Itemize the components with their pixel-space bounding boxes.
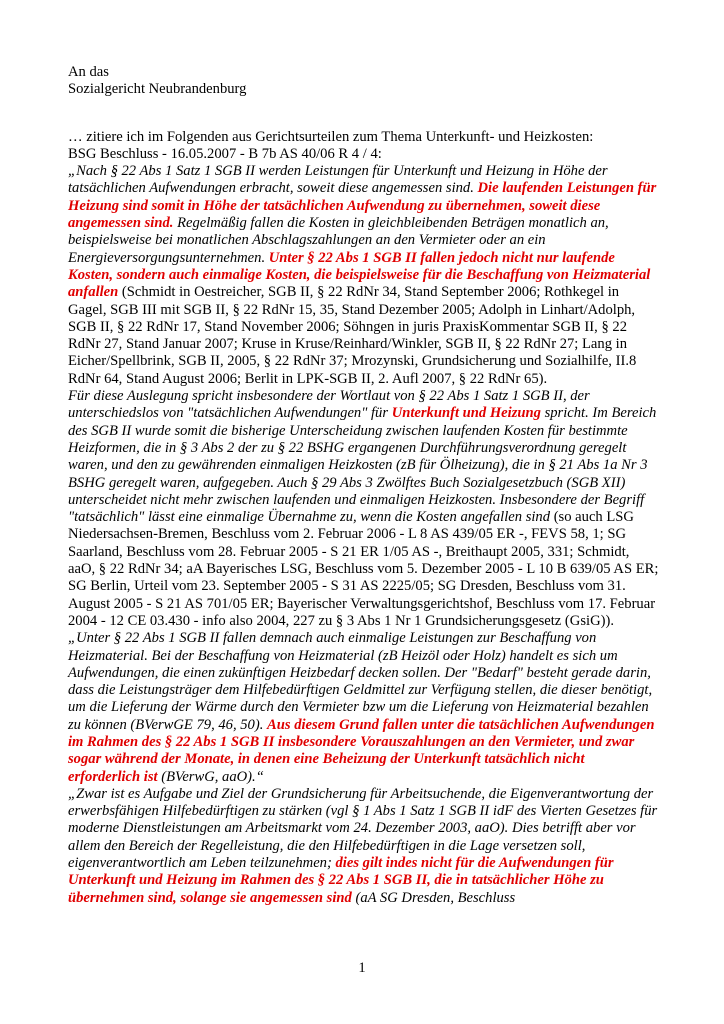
text-run-italic: „Unter § 22 Abs 1 SGB II fallen demnach auch einmalige Leistungen zur Beschaffung von Heizmaterial. Bei der Beschaffung von Heizmaterial (zB Heizöl oder Holz) handelt es sich um Aufwendungen, die einen zukünftigen Heizbedarf decken sollen. Der "Bedarf" besteht gerade darin, dass die Leistungsträger dem Hilfebedürftigen Geldmittel zur Verfügung stellen, die dieser benötigt, um die Lieferung der Wärme durch den Vermieter bzw um die Lieferung von Heizmaterial bezahlen zu können (BVerwGE 79, 46, 50).	[68, 630, 653, 733]
text-run-italic: spricht. Im Bereich des SGB II wurde somit die bisherige Unterscheidung zwischen laufenden Kosten für bestimmte Heizformen, die in § 3 Abs 2 der zu § 22 BSHG ergangenen Durchführungsverordnung geregelt waren, und den zu gewährenden einmaligen Heizkosten (zB für Ölheizung), die in § 21 Abs 1a Nr 3 BSHG geregelt waren, aufgegeben. Auch § 29 Abs 3 Zwölftes Buch Sozialgesetzbuch (SGB XII) unterscheidet nicht mehr zwischen laufenden und einmaligen Heizkosten. Insbesondere der Begriff "tatsächlich" lässt eine einmalige Übernahme zu, wenn die Kosten angefallen sind	[68, 405, 657, 526]
paragraph	[68, 146, 660, 163]
address-line: Sozialgericht Neubrandenburg	[68, 81, 247, 98]
address-block	[68, 64, 660, 99]
text-run-normal: (Schmidt in Oestreicher, SGB II, § 22 RdNr 34, Stand September 2006; Rothkegel in Gagel, SGB III mit SGB II, § 22 RdNr 15, 35, Stand Dezember 2005; Adolph in Linhart/Adolph, SGB II, § 22 RdNr 17, Stand November 2006; Söhngen in juris PraxisKommentar SGB II, § 22 RdNr 27, Stand Januar 2007; Kruse in Kruse/Reinhard/Winkler, SGB II, § 22 RdNr 27; Lang in Eicher/Spellbrink, SGB II, 2005, § 22 RdNr 37; Mrozynski, Grundsicherung und Sozialhilfe, II.8 RdNr 64, Stand August 2006; Berlit in LPK-SGB II, 2. Aufl 2007, § 22 RdNr 65).	[68, 284, 637, 387]
text-run-normal: … zitiere ich im Folgenden aus Gerichtsurteilen zum Thema Unterkunft- und Heizkosten:	[68, 128, 594, 145]
text-run-italic: Für diese Auslegung spricht insbesondere der Wortlaut von § 22 Abs 1 Satz 1 SGB II, der unterschiedslos von "tatsächlichen Aufwendungen" für	[68, 388, 590, 422]
text-run-red: dies gilt indes nicht für die Aufwendungen für Unterkunft und Heizung im Rahmen des § 22 Abs 1 SGB II, die in tatsächlicher Höhe zu übernehmen sind, solange sie angemessen sind	[68, 855, 614, 906]
text-run-italic: (aA SG Dresden, Beschluss	[355, 889, 516, 906]
text-run-italic: (BVerwG, aaO).“	[161, 768, 264, 785]
paragraph	[68, 630, 660, 786]
paragraph	[68, 786, 660, 907]
text-run-normal: (so auch LSG Niedersachsen-Bremen, Beschluss vom 2. Februar 2006 - L 8 AS 439/05 ER -, FEVS 58, 1; SG Saarland, Beschluss vom 28. Februar 2005 - S 21 ER 1/05 AS -, Breithaupt 2005, 331; Schmidt, aaO, § 22 RdNr 34; aA Bayerisches LSG, Beschluss vom 5. Dezember 2005 - L 10 B 639/05 AS ER; SG Berlin, Urteil vom 23. September 2005 - S 31 AS 2225/05; SG Dresden, Beschluss vom 31. August 2005 - S 21 AS 701/05 ER; Bayerischer Verwaltungsgerichtshof, Beschluss vom 17. Februar 2004 - 12 CE 03.430 - info also 2004, 227 zu § 3 Abs 1 Nr 1 Grundsicherungsgesetz (GsiG)).	[68, 509, 659, 629]
text-run-italic: „Nach § 22 Abs 1 Satz 1 SGB II werden Leistungen für Unterkunft und Heizung in Höhe der tatsächlichen Aufwendungen erbracht, soweit diese angemessen sind.	[68, 163, 608, 197]
text-run-red: Unter § 22 Abs 1 SGB II fallen jedoch nicht nur laufende Kosten, sondern auch einmalige Kosten, die beispielsweise für die Beschaffung von Heizmaterial anfallen	[68, 249, 651, 301]
paragraph	[68, 388, 660, 630]
address-line: An das	[68, 64, 109, 80]
paragraph	[68, 163, 660, 388]
text-run-red: Unterkunft und Heizung	[391, 405, 541, 422]
text-run-italic: Regelmäßig fallen die Kosten in gleichbleibenden Beträgen monatlich an, beispielsweise bei monatlichen Abschlagszahlungen an den Vermieter oder an ein Energieversorgungsunternehmen.	[68, 215, 609, 266]
paragraph	[68, 129, 660, 146]
text-run-red: Die laufenden Leistungen für Heizung sind somit in Höhe der tatsächlichen Aufwendung zu übernehmen, soweit diese angemessen sind.	[68, 180, 657, 232]
page-number: 1	[358, 960, 366, 976]
text-run-italic: „Zwar ist es Aufgabe und Ziel der Grundsicherung für Arbeitsuchende, die Eigenverantwortung der erwerbsfähigen Hilfebedürftigen zu stärken (vgl § 1 Abs 1 Satz 1 SGB II idF des Vierten Gesetzes für moderne Dienstleistungen am Arbeitsmarkt vom 24. Dezember 2003, aaO). Dies betrifft aber vor allem den Bereich der Regelleistung, die den Hilfebedürftigen in die Lage versetzen soll, eigenverantwortlich am Leben teilzunehmen;	[68, 785, 658, 872]
text-run-normal: BSG Beschluss - 16.05.2007 - B 7b AS 40/06 R 4 / 4:	[68, 145, 382, 162]
document-body	[68, 129, 660, 907]
text-run-red: Aus diesem Grund fallen unter die tatsächlichen Aufwendungen im Rahmen des § 22 Abs 1 SGB II insbesondere Vorauszahlungen an den Vermieter, und zwar sogar während der Monate, in denen eine Beheizung der Unterkunft tatsächlich nicht erforderlich ist	[68, 716, 655, 785]
